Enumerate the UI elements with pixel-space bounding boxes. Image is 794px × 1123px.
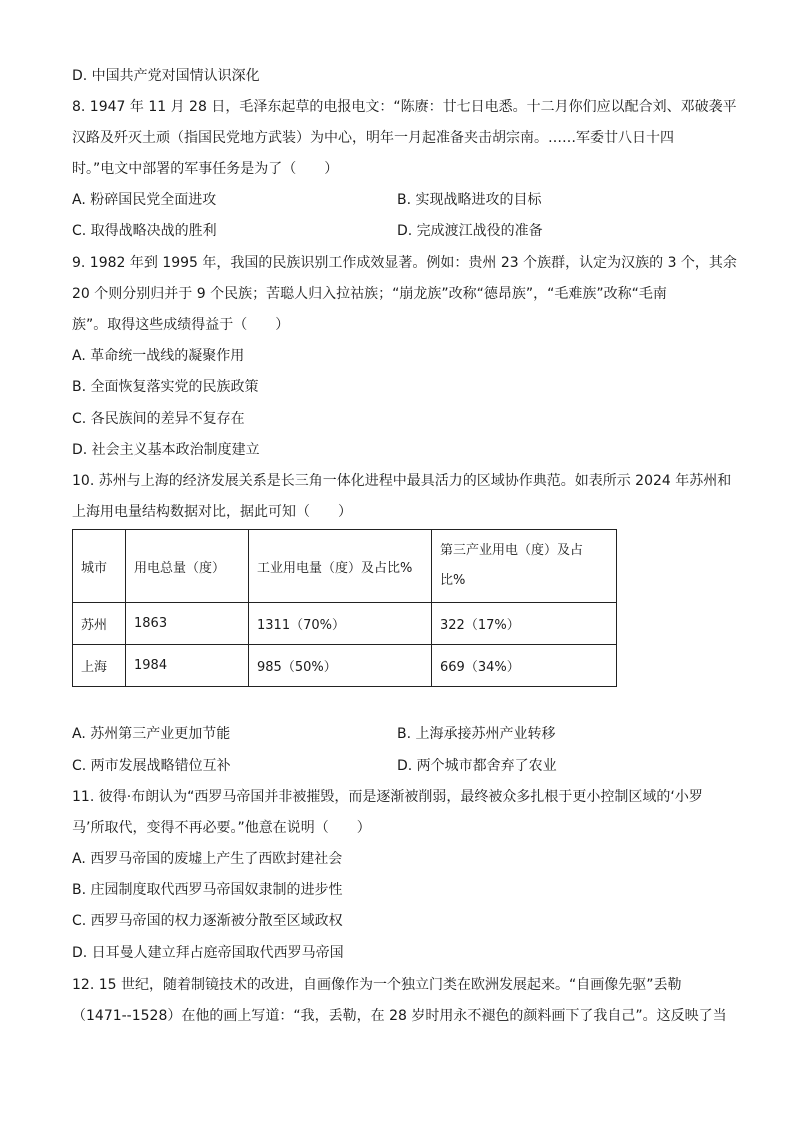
table-cell: 上海 — [73, 645, 126, 687]
table-row — [73, 603, 617, 645]
question-8-option-a: A. 粉碎国民党全面进攻 — [72, 192, 217, 208]
question-12-stem-line2: （1471--1528）在他的画上写道：“我，丢勒，在 28 岁时用永不褪色的颜料画下了我自己”。这反映了当 — [72, 1008, 727, 1024]
question-10-stem-line1: 10. 苏州与上海的经济发展关系是长三角一体化进程中最具活力的区域协作典范。如表所示 2024 年苏州和 — [72, 473, 732, 489]
question-11-option-a: A. 西罗马帝国的废墟上产生了西欧封建社会 — [72, 851, 343, 867]
question-9-option-a: A. 革命统一战线的凝聚作用 — [72, 348, 245, 364]
question-12-stem-line1: 12. 15 世纪，随着制镜技术的改进，自画像作为一个独立门类在欧洲发展起来。“自画像先驱”丢勒 — [72, 977, 682, 993]
question-8-stem-line2: 汉路及歼灭土顽（指国民党地方武装）为中心，明年一月起准备夹击胡宗南。……军委廿八日十四 — [72, 130, 674, 146]
table-cell: 985（50%） — [249, 645, 432, 687]
question-8-stem-line3: 时。”电文中部署的军事任务是为了（ ） — [72, 161, 339, 177]
table-cell: 322（17%） — [432, 603, 617, 645]
question-8-stem-line1: 8. 1947 年 11 月 28 日，毛泽东起草的电报电文：“陈赓：廿七日电悉。十二月你们应以配合刘、邓破袭平 — [72, 99, 737, 115]
question-8-option-c: C. 取得战略决战的胜利 — [72, 223, 217, 239]
table-header-cell: 用电总量（度） — [126, 530, 249, 603]
table-header-cell: 城市 — [73, 530, 126, 603]
question-10-option-b: B. 上海承接苏州产业转移 — [397, 726, 556, 742]
question-8-option-b: B. 实现战略进攻的目标 — [397, 192, 542, 208]
question-10-option-d: D. 两个城市都舍弃了农业 — [397, 758, 557, 774]
question-11-option-c: C. 西罗马帝国的权力逐渐被分散至区域政权 — [72, 913, 343, 929]
option-d-previous: D. 中国共产党对国情认识深化 — [72, 68, 260, 84]
table-cell: 669（34%） — [432, 645, 617, 687]
question-11-stem-line2: 马’所取代，变得不再必要。”他意在说明（ ） — [72, 820, 371, 836]
table-cell: 1311（70%） — [249, 603, 432, 645]
question-10-option-c: C. 两市发展战略错位互补 — [72, 758, 231, 774]
question-9-stem-line2: 20 个则分别归并于 9 个民族；苦聪人归入拉祜族；“崩龙族”改称“德昂族”，“毛难族”改称“毛南 — [72, 286, 667, 302]
table-cell: 1984 — [126, 645, 249, 687]
table-header-row — [73, 530, 617, 603]
question-10-option-a: A. 苏州第三产业更加节能 — [72, 726, 231, 742]
electricity-table — [72, 529, 617, 687]
question-9-stem-line3: 族”。取得这些成绩得益于（ ） — [72, 317, 290, 333]
question-10-stem-line2: 上海用电量结构数据对比，据此可知（ ） — [72, 504, 352, 520]
table-row — [73, 645, 617, 687]
table-header-cell: 第三产业用电（度）及占比% — [432, 530, 617, 603]
table-cell: 1863 — [126, 603, 249, 645]
table-header-cell: 工业用电量（度）及占比% — [249, 530, 432, 603]
question-9-option-b: B. 全面恢复落实党的民族政策 — [72, 379, 259, 395]
question-11-stem-line1: 11. 彼得·布朗认为“西罗马帝国并非被摧毁，而是逐渐被削弱，最终被众多扎根于更小控制区域的‘小罗 — [72, 789, 703, 805]
question-9-option-d: D. 社会主义基本政治制度建立 — [72, 442, 260, 458]
question-9-option-c: C. 各民族间的差异不复存在 — [72, 411, 245, 427]
question-8-option-d: D. 完成渡江战役的准备 — [397, 223, 543, 239]
question-9-stem-line1: 9. 1982 年到 1995 年，我国的民族识别工作成效显著。例如：贵州 23 个族群，认定为汉族的 3 个，其余 — [72, 255, 737, 271]
question-11-option-b: B. 庄园制度取代西罗马帝国奴隶制的进步性 — [72, 882, 343, 898]
table-cell: 苏州 — [73, 603, 126, 645]
question-11-option-d: D. 日耳曼人建立拜占庭帝国取代西罗马帝国 — [72, 945, 344, 961]
